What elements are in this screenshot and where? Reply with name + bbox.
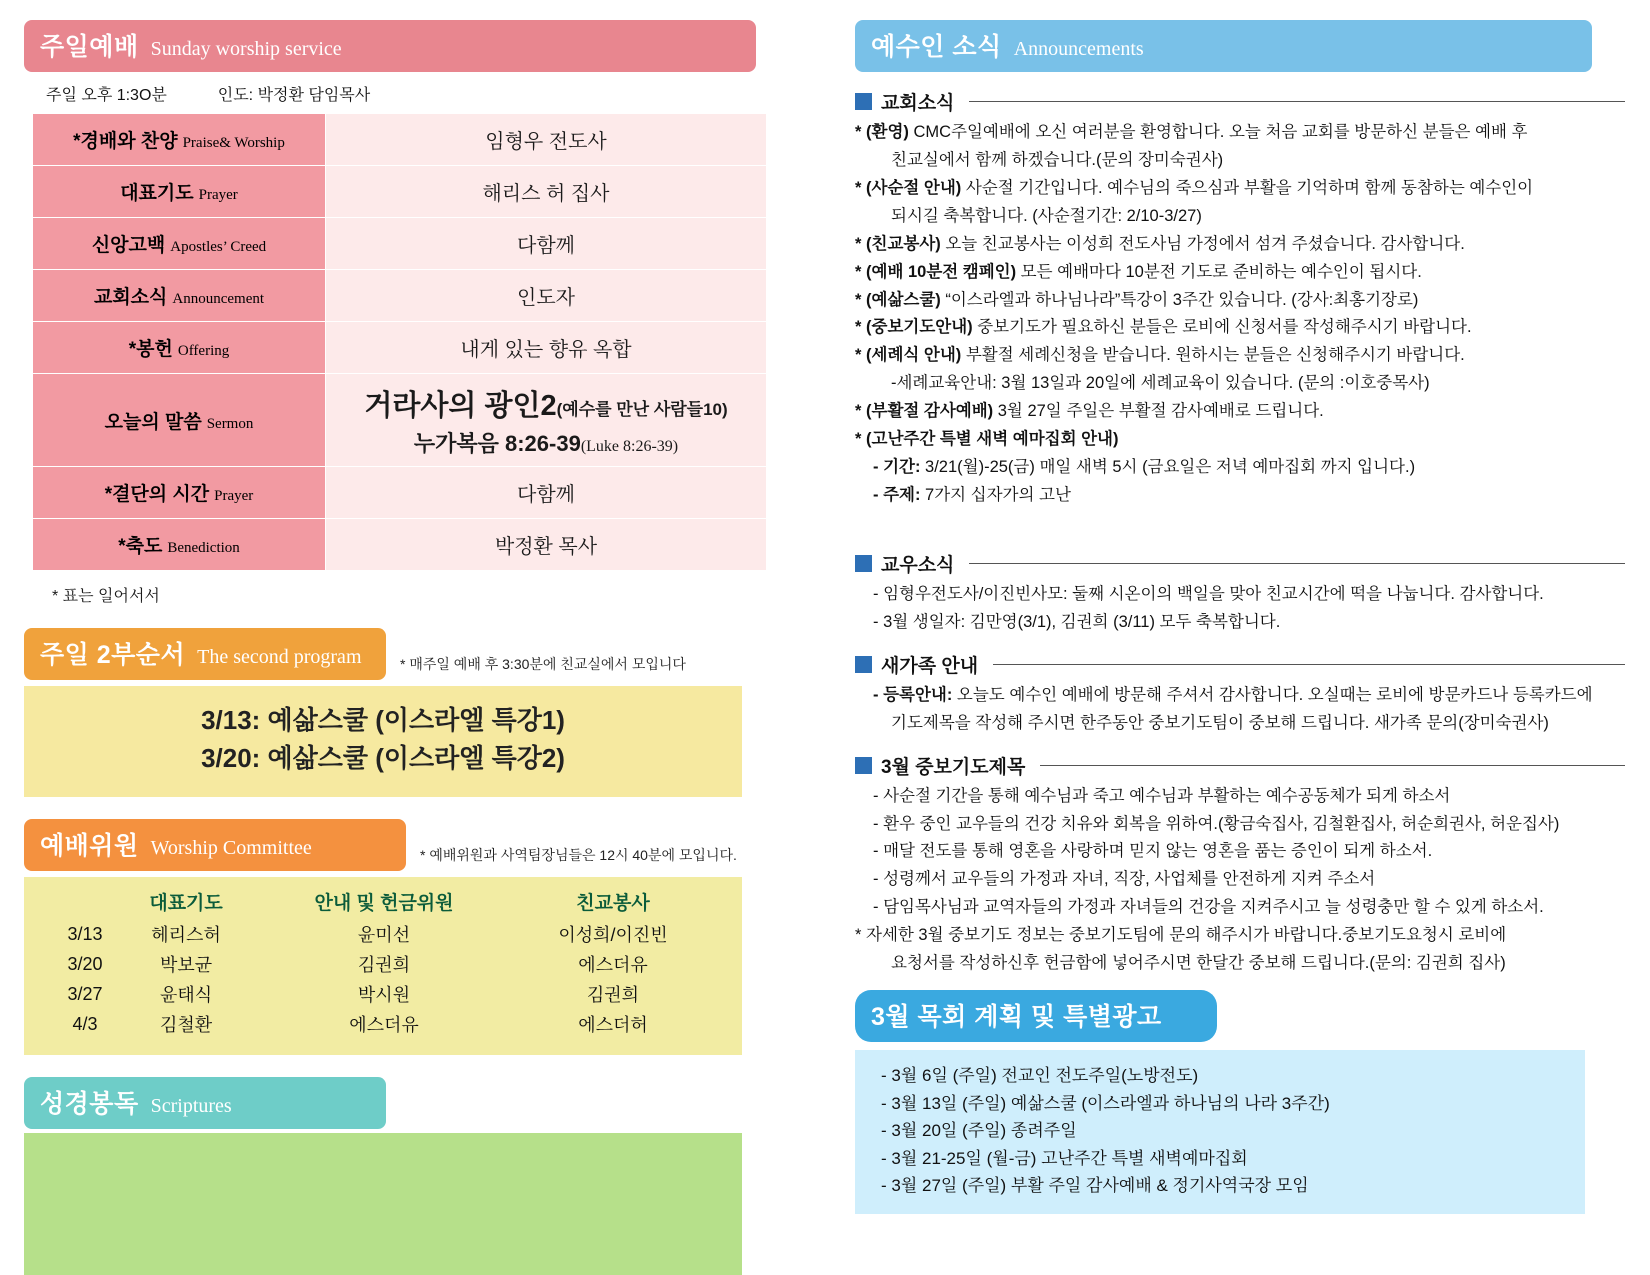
item-bold: * (예배 10분전 캠페인) bbox=[855, 262, 1017, 281]
worship-row-value: 임형우 전도사 bbox=[326, 114, 767, 166]
worship-time: 주일 오후 1:3O분 bbox=[46, 87, 167, 104]
table-row bbox=[33, 519, 767, 571]
list-item: - 담임목사님과 교역자들의 가정과 자녀들의 건강을 지켜주시고 늘 성령충만 할 수 있게 하소서. bbox=[873, 898, 1544, 917]
march-plan-banner bbox=[855, 990, 1217, 1042]
sermon-ref-main: 누가복음 8:26-39 bbox=[413, 430, 581, 456]
label-kr: *경배와 찬양 bbox=[73, 131, 178, 152]
standing-footnote: * 표는 일어서서 bbox=[52, 588, 160, 605]
committee-col-date bbox=[53, 887, 117, 919]
church-news-header bbox=[855, 88, 1625, 115]
cell-date: 4/3 bbox=[72, 1013, 98, 1034]
sunday-worship-title-kr: 주일예배 bbox=[40, 33, 139, 61]
list-item bbox=[855, 372, 1625, 396]
cell-prayer: 윤태식 bbox=[159, 985, 213, 1006]
label-en: Sermon bbox=[206, 415, 254, 432]
fellowship-news-list bbox=[855, 583, 1625, 635]
sermon-ref-sub: (Luke 8:26-39) bbox=[580, 437, 679, 455]
list-item: - 임형우전도사/이진빈사모: 둘째 시온이의 백일을 맞아 친교시간에 떡을 나눕니다. 감사합니다. bbox=[873, 584, 1544, 603]
committee-box bbox=[24, 877, 742, 1055]
worship-row-label bbox=[33, 322, 326, 374]
list-item: - 환우 중인 교우들의 건강 치유와 회복을 위하여.(황금숙집사, 김철환집사, 허순희권사, 허운집사) bbox=[873, 814, 1560, 833]
label-en: Praise& Worship bbox=[182, 135, 285, 151]
worship-row-value: 해리스 허 집사 bbox=[326, 166, 767, 218]
item-bold: - 주제: bbox=[873, 485, 921, 504]
list-item: - 3월 20일 (주일) 종려주일 bbox=[881, 1121, 1077, 1141]
item-text: 되시길 축복합니다. (사순절기간: 2/10-3/27) bbox=[891, 206, 1202, 225]
second-program-line: 3/13: 예삶스쿨 (이스라엘 특강1) bbox=[201, 705, 565, 735]
second-program-box bbox=[24, 686, 742, 797]
list-item bbox=[855, 261, 1625, 285]
committee-col-prayer: 대표기도 bbox=[149, 893, 223, 915]
announcements-banner bbox=[855, 20, 1592, 72]
list-item bbox=[855, 149, 1625, 173]
label-en: Prayer bbox=[214, 488, 254, 504]
item-bold: * (중보기도안내) bbox=[855, 318, 973, 337]
cell-prayer: 김철환 bbox=[159, 1015, 213, 1036]
label-kr: 대표기도 bbox=[120, 183, 194, 204]
list-item: - 3월 21-25일 (월-금) 고난주간 특별 새벽예마집회 bbox=[881, 1148, 1248, 1168]
new-family-list bbox=[855, 684, 1625, 736]
item-text: 중보기도가 필요하신 분들은 로비에 신청서를 작성해주시기 바랍니다. bbox=[972, 318, 1472, 337]
item-bold: * (부활절 감사예배) bbox=[855, 402, 994, 421]
item-text: 사순절 기간입니다. 예수님의 죽으심과 부활을 기억하며 함께 동참하는 예수인이 bbox=[961, 178, 1534, 197]
table-row bbox=[53, 919, 713, 949]
sermon-title-main: 거라사의 광인2 bbox=[364, 389, 557, 422]
square-bullet-icon bbox=[855, 757, 872, 774]
committee-title-en: Worship Committee bbox=[150, 837, 312, 860]
worship-row-label bbox=[33, 114, 326, 166]
item-text: 3월 27일 주일은 부활절 감사예배로 드립니다. bbox=[993, 402, 1324, 421]
prayer-topics-header bbox=[855, 752, 1625, 779]
sermon-reference bbox=[326, 427, 766, 458]
list-item bbox=[855, 233, 1625, 257]
sunday-worship-banner bbox=[24, 20, 756, 72]
worship-leader: 인도: 박정환 담임목사 bbox=[217, 87, 371, 104]
item-text: 친교실에서 함께 하겠습니다.(문의 장미숙권사) bbox=[891, 150, 1224, 169]
table-row bbox=[33, 270, 767, 322]
announcements-title-en: Announcements bbox=[1013, 38, 1144, 60]
committee-title-kr: 예배위원 bbox=[40, 832, 139, 861]
list-item: - 매달 전도를 통해 영혼을 사랑하며 믿지 않는 영혼을 품는 증인이 되게 하소서. bbox=[873, 842, 1433, 861]
item-text: -세례교육안내: 3월 13일과 20일에 세례교육이 있습니다. (문의 :이호중목사) bbox=[891, 374, 1430, 393]
item-bold: * (친교봉사) bbox=[855, 234, 941, 253]
second-program-banner bbox=[24, 628, 386, 680]
cell-usher: 에스더유 bbox=[349, 1015, 419, 1036]
divider bbox=[969, 101, 1625, 102]
divider bbox=[969, 563, 1625, 564]
label-en: Announcement bbox=[172, 291, 265, 307]
church-news-title: 교회소식 bbox=[881, 93, 955, 114]
prayer-topics-list bbox=[855, 785, 1625, 976]
scriptures-box bbox=[24, 1133, 742, 1275]
worship-row-value: 다함께 bbox=[326, 467, 767, 519]
announcements-title-kr: 예수인 소식 bbox=[871, 33, 1002, 61]
committee-col-usher: 안내 및 헌금위원 bbox=[314, 893, 454, 915]
item-bold: - 등록안내: bbox=[873, 685, 953, 704]
item-bold: - 기간: bbox=[873, 458, 921, 477]
item-text: 오늘 친교봉사는 이성희 전도사님 가정에서 섬겨 주셨습니다. 감사합니다. bbox=[940, 234, 1465, 253]
list-item: - 3월 27일 (주일) 부활 주일 감사예배 & 정기사역국장 모임 bbox=[881, 1176, 1309, 1196]
worship-row-value: 내게 있는 향유 옥합 bbox=[326, 322, 767, 374]
committee-note: * 예배위원과 사역팀장님들은 12시 40분에 모입니다. bbox=[420, 847, 737, 864]
right-column bbox=[855, 20, 1625, 1214]
second-program-title-en: The second program bbox=[197, 646, 362, 668]
item-text: 부활절 세례신청을 받습니다. 원하시는 분들은 신청해주시기 바랍니다. bbox=[961, 346, 1465, 365]
item-bold: * (사순절 안내) bbox=[855, 178, 962, 197]
cell-prayer: 박보균 bbox=[159, 955, 213, 976]
table-row bbox=[53, 979, 713, 1009]
item-bold: * (환영) bbox=[855, 123, 909, 141]
new-family-header bbox=[855, 651, 1625, 678]
table-row-sermon bbox=[33, 374, 767, 467]
march-plan-list bbox=[855, 1062, 1585, 1200]
committee-header-row bbox=[53, 887, 713, 919]
cell-usher: 박시원 bbox=[357, 985, 411, 1006]
worship-subline bbox=[46, 82, 784, 105]
list-item bbox=[855, 344, 1625, 368]
scriptures-banner bbox=[24, 1077, 386, 1129]
fellowship-news-header bbox=[855, 550, 1625, 577]
list-item bbox=[855, 428, 1625, 452]
cell-fellowship: 이성희/이진빈 bbox=[558, 925, 668, 946]
list-item: - 3월 생일자: 김만영(3/1), 김권희 (3/11) 모두 축복합니다. bbox=[873, 612, 1281, 631]
scriptures-title-kr: 성경봉독 bbox=[40, 1090, 139, 1119]
sermon-title bbox=[326, 383, 766, 424]
march-plan-title: 3월 목회 계획 및 특별광고 bbox=[871, 1003, 1162, 1032]
committee-col-fellowship: 친교봉사 bbox=[576, 893, 650, 915]
table-row bbox=[33, 166, 767, 218]
table-row bbox=[53, 949, 713, 979]
church-news-list bbox=[855, 121, 1625, 508]
table-row bbox=[33, 322, 767, 374]
label-en: Prayer bbox=[198, 187, 238, 203]
item-text: “이스라엘과 하나님나라”특강이 3주간 있습니다. (강사:최홍기장로) bbox=[940, 290, 1419, 309]
worship-row-label bbox=[33, 270, 326, 322]
table-row bbox=[33, 467, 767, 519]
fellowship-news-title: 교우소식 bbox=[881, 554, 955, 576]
worship-row-value: 인도자 bbox=[326, 270, 767, 322]
list-item: * 자세한 3월 중보기도 정보는 중보기도팀에 문의 해주시가 바랍니다.중보기도요청시 로비에 bbox=[855, 926, 1507, 945]
item-text: 3/21(월)-25(금) 매일 새벽 5시 (금요일은 저녁 예마집회 까지 입니다.) bbox=[920, 458, 1416, 477]
item-bold: * (예삶스쿨) bbox=[855, 290, 941, 309]
item-text: CMC주일예배에 오신 여러분을 환영합니다. 오늘 처음 교회를 방문하신 분들은 예배 후 bbox=[908, 123, 1528, 141]
scriptures-title-en: Scriptures bbox=[150, 1095, 232, 1118]
prayer-topics-title: 3월 중보기도제목 bbox=[881, 756, 1026, 778]
list-item bbox=[855, 205, 1625, 229]
cell-date: 3/20 bbox=[67, 953, 103, 974]
list-item: 요청서를 작성하신후 헌금함에 넣어주시면 한달간 중보해 드립니다.(문의: 김권희 집사) bbox=[891, 954, 1506, 973]
label-en: Apostles’ Creed bbox=[170, 239, 267, 255]
list-item: - 사순절 기간을 통해 예수님과 죽고 예수님과 부활하는 예수공동체가 되게 하소서 bbox=[873, 786, 1451, 805]
list-item bbox=[855, 456, 1625, 480]
cell-fellowship: 에스더허 bbox=[578, 1015, 648, 1036]
list-item: - 3월 13일 (주일) 예삶스쿨 (이스라엘과 하나님의 나라 3주간) bbox=[881, 1093, 1330, 1113]
label-kr: 교회소식 bbox=[93, 287, 168, 308]
second-program-note: * 매주일 예배 후 3:30분에 친교실에서 모입니다 bbox=[400, 656, 686, 672]
committee-table bbox=[53, 887, 713, 1039]
second-program-line: 3/20: 예삶스쿨 (이스라엘 특강2) bbox=[201, 742, 565, 773]
list-item bbox=[855, 121, 1625, 145]
divider bbox=[1040, 765, 1625, 766]
cell-prayer: 헤리스허 bbox=[151, 925, 221, 946]
list-item bbox=[855, 400, 1625, 424]
cell-fellowship: 에스더유 bbox=[578, 955, 648, 976]
item-text: 7가지 십자가의 고난 bbox=[920, 485, 1071, 504]
second-program-title-kr: 주일 2부순서 bbox=[40, 641, 186, 669]
cell-date: 3/27 bbox=[67, 983, 103, 1004]
list-item bbox=[855, 289, 1625, 313]
new-family-title: 새가족 안내 bbox=[881, 655, 979, 677]
list-item: - 3월 6일 (주일) 전교인 전도주일(노방전도) bbox=[881, 1066, 1199, 1086]
square-bullet-icon bbox=[855, 555, 872, 572]
sermon-value bbox=[326, 374, 767, 467]
worship-row-value: 다함께 bbox=[326, 218, 767, 270]
table-row bbox=[33, 218, 767, 270]
list-item bbox=[855, 316, 1625, 340]
list-item bbox=[855, 712, 1625, 736]
sermon-title-sub: (예수를 만난 사람들10) bbox=[556, 399, 728, 419]
table-row bbox=[53, 1009, 713, 1039]
worship-order-table bbox=[32, 113, 767, 571]
label-en: Benediction bbox=[167, 540, 240, 556]
worship-committee-banner bbox=[24, 819, 406, 871]
worship-row-label bbox=[33, 166, 326, 218]
sermon-label bbox=[33, 374, 326, 467]
label-kr: *축도 bbox=[118, 536, 163, 557]
label-kr: 신앙고백 bbox=[91, 235, 166, 256]
label-kr: *결단의 시간 bbox=[104, 484, 210, 505]
worship-row-label bbox=[33, 467, 326, 519]
committee-header bbox=[24, 819, 784, 871]
cell-usher: 윤미선 bbox=[357, 925, 411, 946]
label-kr: *봉헌 bbox=[128, 339, 173, 360]
worship-row-label bbox=[33, 519, 326, 571]
square-bullet-icon bbox=[855, 656, 872, 673]
divider bbox=[993, 664, 1625, 665]
second-program-header bbox=[24, 628, 784, 680]
square-bullet-icon bbox=[855, 93, 872, 110]
item-text: 오늘도 예수인 예배에 방문해 주셔서 감사합니다. 오실때는 로비에 방문카드나 등록카드에 bbox=[952, 685, 1593, 704]
cell-date: 3/13 bbox=[67, 923, 103, 944]
list-item: - 성령께서 교우들의 가정과 자녀, 직장, 사업체를 안전하게 지켜 주소서 bbox=[873, 870, 1376, 889]
left-column bbox=[24, 20, 784, 1275]
sunday-worship-title-en: Sunday worship service bbox=[150, 38, 342, 60]
item-bold: * (고난주간 특별 새벽 예마집회 안내) bbox=[855, 430, 1119, 449]
list-item bbox=[855, 177, 1625, 201]
cell-usher: 김권희 bbox=[357, 955, 411, 976]
list-item bbox=[855, 684, 1625, 708]
label-en: Offering bbox=[177, 343, 230, 359]
item-text: 기도제목을 작성해 주시면 한주동안 중보기도팀이 중보해 드립니다. 새가족 문의(장미숙권사) bbox=[891, 713, 1549, 732]
table-row bbox=[33, 114, 767, 166]
worship-row-label bbox=[33, 218, 326, 270]
worship-row-value: 박정환 목사 bbox=[326, 519, 767, 571]
march-plan-box bbox=[855, 1050, 1585, 1214]
cell-fellowship: 김권희 bbox=[586, 985, 640, 1006]
item-bold: * (세례식 안내) bbox=[855, 346, 962, 365]
list-item bbox=[855, 484, 1625, 508]
label-kr: 오늘의 말씀 bbox=[104, 411, 202, 433]
item-text: 모든 예배마다 10분전 기도로 준비하는 예수인이 됩시다. bbox=[1016, 262, 1422, 281]
